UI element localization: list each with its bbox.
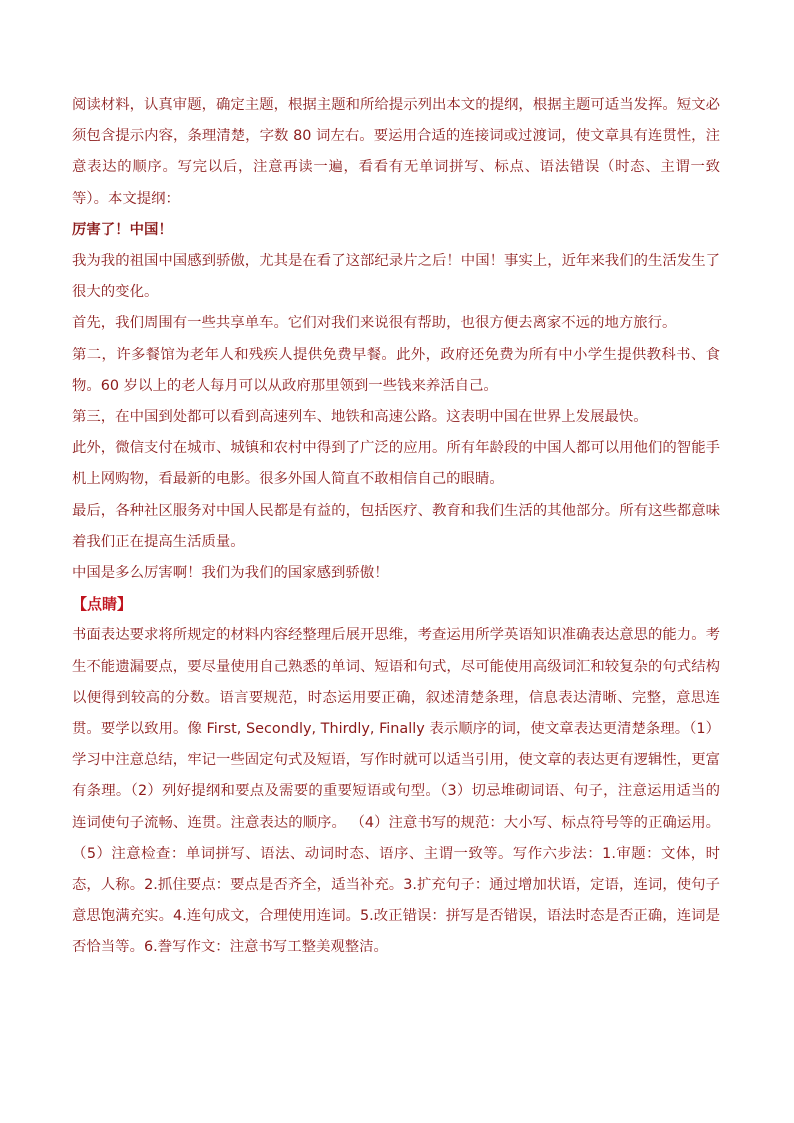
outline-paragraph-6: 最后，各种社区服务对中国人民都是有益的，包括医疗、教育和我们生活的其他部分。所有这些都意味着我们正在提高生活质量。	[72, 502, 720, 550]
outline-title: 厉害了！中国！	[72, 221, 173, 238]
tip-paragraph: 书面表达要求将所规定的材料内容经整理后展开思维，考查运用所学英语知识准确表达意思的能力。考生不能遗漏要点，要尽量使用自己熟悉的单词、短语和句式，尽可能使用高级词汇和较复杂的句式结构以便得到较高的分数。语言要规范，时态运用要正确，叙述清楚条理，信息表达清晰、完整，意思连贯。要学以致用。像 First, Secondly, Thirdly, Finally 表示顺序的词，使文章表达更清楚条理。（1）学习中注意总结，牢记一些固定句式及短语，写作时就可以适当引用，使文章的表达更有逻辑性，更富有条理。（2）列好提纲和要点及需要的重要短语或句型。（3）切忌堆砌词语、句子，注意运用适当的连词使句子流畅、连贯。注意表达的顺序。 （4）注意书写的规范：大小写、标点符号等的正确运用。 （5）注意检查：单词拼写、语法、动词时态、语序、主谓一致等。写作六步法：1.审题：文体，时态，人称。2.抓住要点：要点是否齐全，适当补充。3.扩充句子：通过增加状语，定语，连词，使句子意思饱满充实。4.连句成文，合理使用连词。5.改正错误：拼写是否错误，语法时态是否正确，连词是否恰当等。6.誊写作文：注意书写工整美观整洁。	[72, 627, 720, 956]
outline-paragraph-1: 我为我的祖国中国感到骄傲，尤其是在看了这部纪录片之后！中国！事实上，近年来我们的生活发生了很大的变化。	[72, 253, 720, 301]
outline-paragraph-5: 此外，微信支付在城市、城镇和农村中得到了广泛的应用。所有年龄段的中国人都可以用他们的智能手机上网购物，看最新的电影。很多外国人简直不敢相信自己的眼睛。	[72, 440, 720, 488]
outline-paragraph-3: 第二，许多餐馆为老年人和残疾人提供免费早餐。此外，政府还免费为所有中小学生提供教科书、食物。60 岁以上的老人每月可以从政府那里领到一些钱来养活自己。	[72, 346, 720, 394]
outline-paragraph-2: 首先，我们周围有一些共享单车。它们对我们来说很有帮助，也很方便去离家不远的地方旅行。	[72, 315, 677, 332]
document-page	[72, 90, 720, 964]
outline-paragraph-4: 第三，在中国到处都可以看到高速列车、地铁和高速公路。这表明中国在世界上发展最快。	[72, 409, 648, 426]
instructions-paragraph: 阅读材料，认真审题，确定主题，根据主题和所给提示列出本文的提纲，根据主题可适当发挥。短文必须包含提示内容，条理清楚，字数 80 词左右。要运用合适的连接词或过渡词，使文章具有连贯性，注意表达的顺序。写完以后，注意再读一遍，看看有无单词拼写、标点、语法错误（时态、主谓一致等）。本文提纲：	[72, 97, 720, 207]
tip-heading: 【点睛】	[72, 595, 133, 614]
outline-paragraph-7: 中国是多么厉害啊！我们为我们的国家感到骄傲！	[72, 565, 389, 582]
